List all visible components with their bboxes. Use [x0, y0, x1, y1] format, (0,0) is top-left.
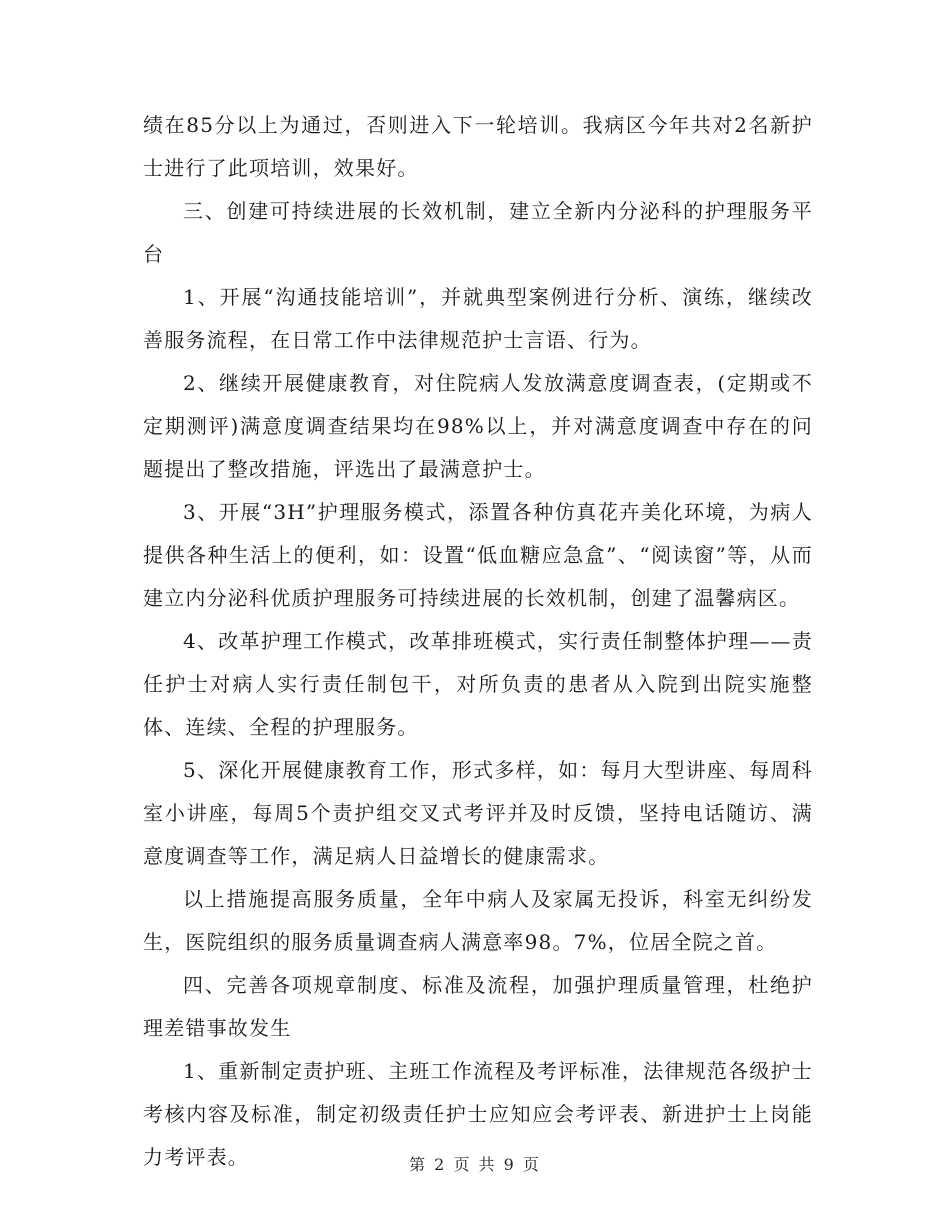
paragraph-continued: 绩在85分以上为通过，否则进入下一轮培训。我病区今年共对2名新护士进行了此项培训，效果好。	[143, 113, 813, 180]
document-body	[143, 104, 813, 1179]
paragraph-item-1: 1、开展“沟通技能培训”，并就典型案例进行分析、演练，继续改善服务流程，在日常工作中法律规范护士言语、行为。	[143, 285, 813, 352]
paragraph-item-4: 4、改革护理工作模式，改革排班模式，实行责任制整体护理——责任护士对病人实行责任制包干，对所负责的患者从入院到出院实施整体、连续、全程的护理服务。	[143, 629, 813, 739]
section-heading-3: 三、创建可持续进展的长效机制，建立全新内分泌科的护理服务平台	[143, 199, 813, 266]
paragraph-item-1-section-4: 1、重新制定责护班、主班工作流程及考评标准，法律规范各级护士考核内容及标准，制定初级责任护士应知应会考评表、新进护士上岗能力考评表。	[143, 1059, 813, 1169]
section-heading-4: 四、完善各项规章制度、标准及流程，加强护理质量管理，杜绝护理差错事故发生	[143, 973, 813, 1040]
paragraph-item-3: 3、开展“3H”护理服务模式，添置各种仿真花卉美化环境，为病人提供各种生活上的便利，如：设置“低血糖应急盒”、“阅读窗”等，从而建立内分泌科优质护理服务可持续进展的长效机制，创建了温馨病区。	[143, 500, 813, 610]
paragraph-item-2: 2、继续开展健康教育，对住院病人发放满意度调查表，(定期或不定期测评)满意度调查结果均在98%以上，并对满意度调查中存在的问题提出了整改措施，评选出了最满意护士。	[143, 371, 813, 481]
page-number-footer: 第 2 页 共 9 页	[409, 1155, 541, 1174]
paragraph-item-5: 5、深化开展健康教育工作，形式多样，如：每月大型讲座、每周科室小讲座，每周5个责护组交叉式考评并及时反馈，坚持电话随访、满意度调查等工作，满足病人日益增长的健康需求。	[143, 758, 813, 868]
paragraph-summary: 以上措施提高服务质量，全年中病人及家属无投诉，科室无纠纷发生，医院组织的服务质量调查病人满意率98。7%，位居全院之首。	[143, 887, 813, 954]
